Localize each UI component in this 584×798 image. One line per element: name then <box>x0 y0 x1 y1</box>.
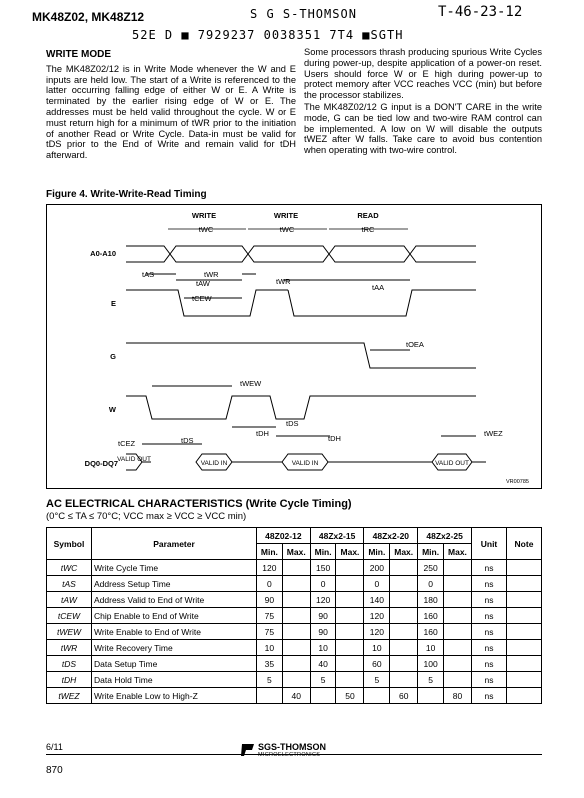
signal-w: W <box>108 405 116 414</box>
dq-valid-in-2: VALID IN <box>291 460 319 467</box>
row-value <box>282 672 310 688</box>
row-symbol: tWEW <box>47 624 92 640</box>
row-value: 120 <box>310 592 336 608</box>
row-value: 150 <box>310 560 336 576</box>
row-value: 60 <box>390 688 418 704</box>
cycle-label-read: READ <box>357 211 379 220</box>
header-max: Max. <box>443 544 471 560</box>
barcode-line: 52E D ■ 7929237 0038351 7T4 ■SGTH <box>132 28 404 42</box>
row-value: 90 <box>257 592 283 608</box>
row-note <box>507 624 542 640</box>
twew-label: tWEW <box>240 379 262 388</box>
row-note <box>507 576 542 592</box>
row-value: 40 <box>282 688 310 704</box>
row-symbol: tWC <box>47 560 92 576</box>
logo-name: SGS-THOMSON <box>258 742 327 752</box>
row-value <box>390 560 418 576</box>
row-unit: ns <box>472 560 507 576</box>
row-value: 160 <box>418 624 444 640</box>
twc-label-1: tWC <box>198 225 214 234</box>
row-parameter: Write Enable to End of Write <box>92 624 257 640</box>
table-row <box>47 640 542 656</box>
row-unit: ns <box>472 576 507 592</box>
row-note <box>507 656 542 672</box>
timing-diagram <box>46 204 542 489</box>
row-value <box>390 640 418 656</box>
header-max: Max. <box>282 544 310 560</box>
header-grade: 48Zx2-15 <box>310 528 364 544</box>
table-row <box>47 624 542 640</box>
tcew-label: tCEW <box>192 294 212 303</box>
signal-dq: DQ0-DQ7 <box>84 459 118 468</box>
row-value <box>443 576 471 592</box>
row-value: 120 <box>364 624 390 640</box>
row-parameter: Chip Enable to End of Write <box>92 608 257 624</box>
header-max: Max. <box>390 544 418 560</box>
row-value: 10 <box>310 640 336 656</box>
row-parameter: Address Setup Time <box>92 576 257 592</box>
twc-label-2: tWC <box>279 225 295 234</box>
header-grade: 48Z02-12 <box>257 528 311 544</box>
row-note <box>507 688 542 704</box>
row-note <box>507 640 542 656</box>
row-value: 250 <box>418 560 444 576</box>
row-parameter: Write Enable Low to High-Z <box>92 688 257 704</box>
page-number: 870 <box>46 765 63 776</box>
header-parameter: Parameter <box>92 528 257 560</box>
row-value <box>336 640 364 656</box>
row-symbol: tDS <box>47 656 92 672</box>
row-value: 180 <box>418 592 444 608</box>
header-min: Min. <box>364 544 390 560</box>
row-value <box>336 608 364 624</box>
ac-conditions: (0°C ≤ TA ≤ 70°C; VCC max ≥ VCC ≥ VCC min) <box>46 511 247 522</box>
twez-label: tWEZ <box>484 429 503 438</box>
row-symbol: tDH <box>47 672 92 688</box>
taw-label: tAW <box>196 279 210 288</box>
dq-valid-out-2: VALID OUT <box>435 460 469 467</box>
header-note: Note <box>507 528 542 560</box>
row-value <box>336 576 364 592</box>
tdh-label-2: tDH <box>328 434 341 443</box>
tdh-label-1: tDH <box>256 429 269 438</box>
table-row <box>47 672 542 688</box>
part-numbers: MK48Z02, MK48Z12 <box>32 10 145 24</box>
dq-valid-in-1: VALID IN <box>200 460 228 467</box>
row-value: 0 <box>310 576 336 592</box>
write-mode-left-column <box>46 50 296 162</box>
row-value <box>443 672 471 688</box>
row-parameter: Write Recovery Time <box>92 640 257 656</box>
row-unit: ns <box>472 688 507 704</box>
row-value: 5 <box>364 672 390 688</box>
row-value: 0 <box>257 576 283 592</box>
row-value: 100 <box>418 656 444 672</box>
row-value: 40 <box>310 656 336 672</box>
row-value: 5 <box>310 672 336 688</box>
twr-label-1: tWR <box>204 270 219 279</box>
row-value <box>282 608 310 624</box>
row-value <box>336 560 364 576</box>
tds-label-2: tDS <box>181 436 194 445</box>
powerup-paragraph: Some processors thrash producing spurious Write Cycles during power-up, despite application of a power-on reset. Users should force W or E high during power-up to protect memory after VCC reaches VCC (min) but before the processor stabilizes. <box>304 47 542 101</box>
header-symbol: Symbol <box>47 528 92 560</box>
cycle-label-write-1: WRITE <box>191 211 217 220</box>
row-symbol: tAS <box>47 576 92 592</box>
tds-label-1: tDS <box>286 419 299 428</box>
row-value: 120 <box>364 608 390 624</box>
row-value <box>282 656 310 672</box>
row-value <box>282 624 310 640</box>
ac-characteristics-table <box>46 527 542 704</box>
row-value: 50 <box>336 688 364 704</box>
row-value <box>390 656 418 672</box>
row-value <box>418 688 444 704</box>
row-value: 0 <box>418 576 444 592</box>
table-row <box>47 608 542 624</box>
signal-g: G <box>110 352 116 361</box>
row-value: 75 <box>257 608 283 624</box>
header-min: Min. <box>418 544 444 560</box>
toea-label: tOEA <box>406 340 424 349</box>
tas-label: tAS <box>142 270 155 279</box>
signal-e: E <box>110 299 116 308</box>
row-parameter: Data Setup Time <box>92 656 257 672</box>
waveforms <box>126 246 486 470</box>
row-value: 35 <box>257 656 283 672</box>
figure-title: Figure 4. Write-Write-Read Timing <box>46 189 207 200</box>
row-unit: ns <box>472 672 507 688</box>
dq-valid-out-1: VALID OUT <box>117 456 151 463</box>
row-value <box>390 592 418 608</box>
header-unit: Unit <box>472 528 507 560</box>
maker-name: S G S-THOMSON <box>250 7 357 21</box>
row-value: 120 <box>257 560 283 576</box>
header-min: Min. <box>310 544 336 560</box>
row-value <box>282 560 310 576</box>
row-value: 140 <box>364 592 390 608</box>
g-input-paragraph: The MK48Z02/12 G input is a DON'T CARE in the write mode, G can be tied low and two-wire RAM control can be implemented. A low on W will disable the outputs tWEZ after W falls. Take care to avoid bus contention when operating with two-wire control. <box>304 101 542 156</box>
row-value <box>443 640 471 656</box>
row-value <box>443 592 471 608</box>
row-value <box>336 592 364 608</box>
table-row <box>47 656 542 672</box>
row-value: 75 <box>257 624 283 640</box>
header-grade: 48Zx2-25 <box>418 528 472 544</box>
doc-code: T-46-23-12 <box>438 4 523 20</box>
row-symbol: tWR <box>47 640 92 656</box>
twr-label-2: tWR <box>276 277 291 286</box>
row-value <box>443 560 471 576</box>
write-mode-title: WRITE MODE <box>46 49 111 60</box>
row-value <box>336 624 364 640</box>
row-value: 10 <box>257 640 283 656</box>
table-row <box>47 592 542 608</box>
row-parameter: Write Cycle Time <box>92 560 257 576</box>
st-logo-icon <box>240 742 256 758</box>
row-value <box>390 576 418 592</box>
write-mode-right-column <box>304 47 542 157</box>
row-unit: ns <box>472 592 507 608</box>
row-value <box>390 608 418 624</box>
row-unit: ns <box>472 624 507 640</box>
row-unit: ns <box>472 608 507 624</box>
row-value: 5 <box>418 672 444 688</box>
logo-subtitle: MICROELECTRONICS <box>258 752 321 758</box>
table-row <box>47 560 542 576</box>
row-unit: ns <box>472 656 507 672</box>
row-value <box>443 656 471 672</box>
row-value <box>443 624 471 640</box>
row-value <box>336 672 364 688</box>
header-max: Max. <box>336 544 364 560</box>
row-value <box>443 608 471 624</box>
row-value: 60 <box>364 656 390 672</box>
header-min: Min. <box>257 544 283 560</box>
row-symbol: tWEZ <box>47 688 92 704</box>
row-symbol: tAW <box>47 592 92 608</box>
row-value: 80 <box>443 688 471 704</box>
row-parameter: Data Hold Time <box>92 672 257 688</box>
table-row <box>47 576 542 592</box>
row-note <box>507 560 542 576</box>
page-fraction: 6/11 <box>46 742 63 752</box>
row-value <box>282 576 310 592</box>
signal-address: A0-A10 <box>90 249 116 258</box>
row-value <box>336 656 364 672</box>
row-value: 90 <box>310 624 336 640</box>
row-value: 10 <box>364 640 390 656</box>
row-value <box>282 592 310 608</box>
row-value <box>364 688 390 704</box>
tcez-label: tCEZ <box>118 439 136 448</box>
write-mode-text: The MK48Z02/12 is in Write Mode whenever the W and E inputs are held low. The start of a Write is referenced to the latter occurring falling edge of either W or E. A Write is terminated by the earlier rising edge of W or E. The addresses must be held valid throughout the cycle. W or E must return high for a minimum of tWR prior to the initiation of another Read or Write Cycle. Data-in must be valid for tDS prior to the End of Write and remain valid for tDH afterward. <box>46 63 296 161</box>
row-value: 10 <box>418 640 444 656</box>
row-parameter: Address Valid to End of Write <box>92 592 257 608</box>
ac-title: AC ELECTRICAL CHARACTERISTICS (Write Cycle Timing) <box>46 498 352 510</box>
row-symbol: tCEW <box>47 608 92 624</box>
row-unit: ns <box>472 640 507 656</box>
trc-label: tRC <box>361 225 375 234</box>
taa-label: tAA <box>372 283 385 292</box>
figure-code: VR00785 <box>506 479 529 485</box>
row-value: 5 <box>257 672 283 688</box>
ac-table-body <box>47 560 542 704</box>
row-value <box>310 688 336 704</box>
row-value: 0 <box>364 576 390 592</box>
row-note <box>507 672 542 688</box>
row-value: 160 <box>418 608 444 624</box>
cycle-label-write-2: WRITE <box>273 211 299 220</box>
row-note <box>507 592 542 608</box>
row-value <box>257 688 283 704</box>
row-value: 200 <box>364 560 390 576</box>
row-value <box>390 624 418 640</box>
table-row <box>47 688 542 704</box>
header-grade: 48Zx2-20 <box>364 528 418 544</box>
row-value: 90 <box>310 608 336 624</box>
row-value <box>282 640 310 656</box>
row-note <box>507 608 542 624</box>
row-value <box>390 672 418 688</box>
